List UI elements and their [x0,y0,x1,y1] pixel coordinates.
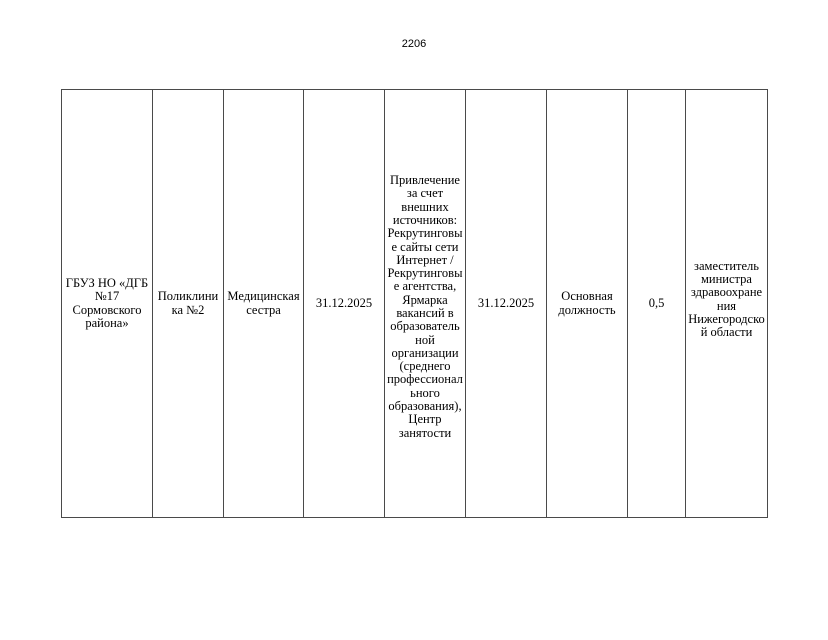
department-text: Поликлиника №2 [157,289,219,317]
position-cell [224,90,304,518]
employment-type-cell [547,90,628,518]
vacancy-table [61,89,768,518]
rate-text: 0,5 [648,295,665,310]
sources-text: Привлечение за счет внешних источников: Рекрутинговые сайты сети Интернет / Рекрутинговые агентства, Ярмарка вакансий в образовательной организации (среднего профессионального образования), Центр занятости [387,173,463,440]
responsible-text: заместитель министра здравоохранения Нижегородской области [688,258,765,340]
position-text: Медицинская сестра [227,289,300,317]
first-date-text: 31.12.2025 [315,295,373,310]
second-date-text: 31.12.2025 [477,295,535,310]
employment-type-text: Основная должность [558,289,616,317]
second-date-cell [466,90,547,518]
responsible-cell [686,90,768,518]
department-cell [153,90,224,518]
first-date-cell [304,90,385,518]
table-row [62,90,768,518]
organization-text: ГБУЗ НО «ДГБ №17 Сормовского района» [65,275,149,330]
rate-cell [628,90,686,518]
organization-cell [62,90,153,518]
page-number: 2206 [401,38,427,50]
sources-cell [385,90,466,518]
